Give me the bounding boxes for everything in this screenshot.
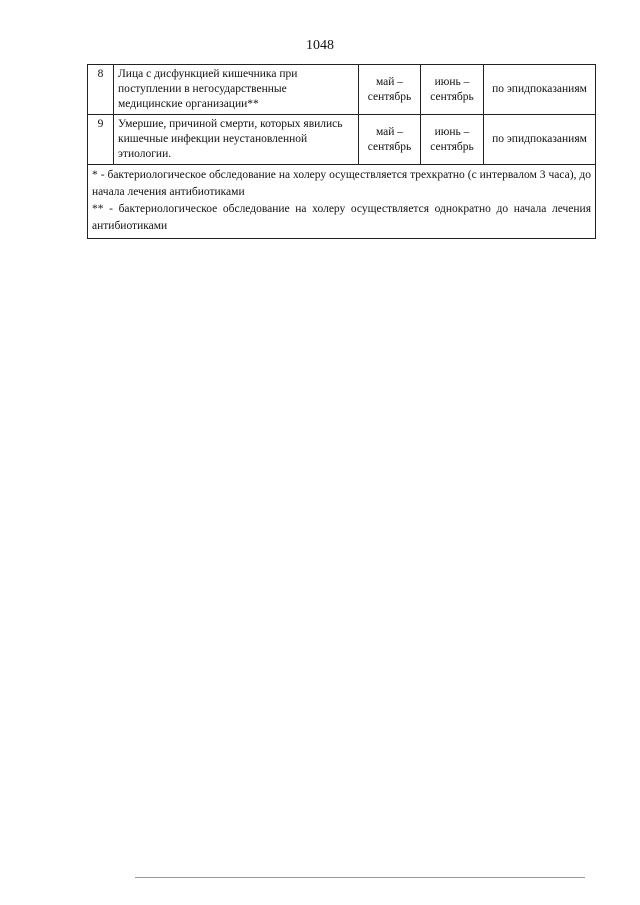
row-period-2: июнь – сентябрь [421, 65, 484, 115]
table-row [88, 115, 596, 165]
page-number: 1048 [306, 38, 334, 53]
document-table [87, 64, 596, 239]
footnote-single-asterisk: * - бактериологическое обследование на холеру осуществляется трехкратно (с интервалом 3 часа), до начала лечения антибиотиками [92, 169, 591, 198]
notes-row [88, 165, 596, 239]
bottom-divider [135, 877, 585, 878]
table-notes [88, 165, 596, 239]
row-period-1: май – сентябрь [359, 65, 421, 115]
table-row [88, 65, 596, 115]
row-description: Умершие, причиной смерти, которых явились кишечные инфекции неустановленной этиологии. [114, 115, 359, 165]
row-description: Лица с дисфункцией кишечника при поступлении в негосударственные медицинские организации** [114, 65, 359, 115]
row-number: 9 [88, 115, 114, 165]
row-period-1: май – сентябрь [359, 115, 421, 165]
row-indication: по эпидпоказаниям [484, 65, 596, 115]
row-indication: по эпидпоказаниям [484, 115, 596, 165]
row-period-2: июнь – сентябрь [421, 115, 484, 165]
row-number: 8 [88, 65, 114, 115]
footnote-double-asterisk: ** - бактериологическое обследование на холеру осуществляется однократно до начала лечения антибиотиками [92, 203, 591, 232]
